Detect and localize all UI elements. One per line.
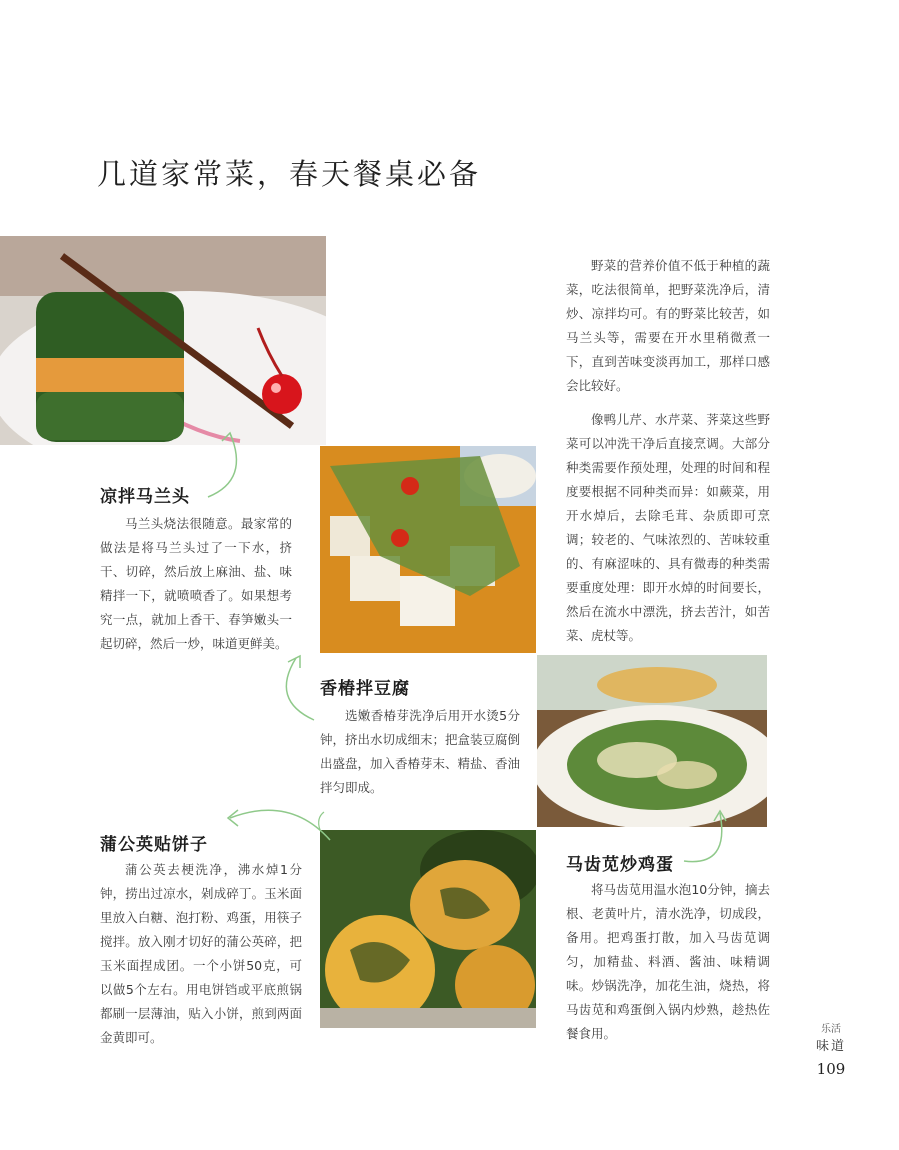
curved-arrow-icon <box>270 650 320 725</box>
dish-body-pugongying <box>100 858 302 1050</box>
dish-title-pugongying: 蒲公英贴饼子 <box>100 835 208 855</box>
photo-pugongying-pancake <box>320 830 536 1028</box>
intro-paragraph-1: 野菜的营养价值不低于种植的蔬菜，吃法很简单，把野菜洗净后，清炒、凉拌均可。有的野菜比较苦，如马兰头等，需要在开水里稍微煮一下，直到苦味变淡再加工，那样口感会比较好。 <box>566 258 770 393</box>
dish-body-text: 选嫩香椿芽洗净后用开水烫5分钟，挤出水切成细末；把盒装豆腐倒出盛盘，加入香椿芽末、精盐、香油拌匀即成。 <box>320 708 521 795</box>
dish-body-text: 将马齿苋用温水泡10分钟，摘去根、老黄叶片，清水洗净，切成段，备用。把鸡蛋打散，加入马齿苋调匀，加精盐、料酒、酱油、味精调味。炒锅洗净，加花生油，烧热，将马齿苋和鸡蛋倒入锅内炒熟，趁热佐餐食用。 <box>566 882 770 1041</box>
dish-body-text: 马兰头烧法很随意。最家常的做法是将马兰头过了一下水，挤干、切碎，然后放上麻油、盐、味精拌一下，就喷喷香了。如果想考究一点，就加上香干、春笋嫩头一起切碎，然后一炒，味道更鲜美。 <box>100 516 292 651</box>
photo-malantou <box>0 236 326 445</box>
page-title: 几道家常菜，春天餐桌必备 <box>97 157 482 191</box>
dish-title-xiangchun-tofu: 香椿拌豆腐 <box>320 679 410 699</box>
intro-text <box>566 254 770 648</box>
section-label: 味道 <box>815 1039 846 1054</box>
intro-paragraph-2: 像鸭儿芹、水芹菜、荠菜这些野菜可以冲洗干净后直接烹调。大部分种类需要作预处理，处理的时间和程度要根据不同种类而异：如蕨菜，用开水焯后，去除毛茸、杂质即可烹调；较老的、气味浓烈的、苦味较重的、有麻涩味的、具有微毒的种类需要重度处理：即开水焯的时间要长，然后在流水中漂洗，挤去苦汁，如苦菜、虎杖等。 <box>566 412 770 643</box>
section-label-small: 乐活 <box>821 1024 841 1035</box>
page-folio <box>811 1020 851 1078</box>
dish-body-text: 蒲公英去梗洗净，沸水焯1分钟，捞出过凉水，剁成碎丁。玉米面里放入白糖、泡打粉、鸡蛋，用筷子搅拌。放入刚才切好的蒲公英碎，把玉米面捏成团。一个小饼50克，可以做5个左右。用电饼铛或平底煎锅都刷一层薄油，贴入小饼，煎到两面金黄即可。 <box>100 862 302 1045</box>
dish-title-machixian: 马齿苋炒鸡蛋 <box>566 855 674 875</box>
photo-xiangchun-tofu <box>320 446 536 653</box>
photo-machixian-egg <box>537 655 767 827</box>
dish-body-machixian <box>566 878 770 1046</box>
dish-body-xiangchun-tofu <box>320 704 520 800</box>
page-number: 109 <box>816 1060 846 1078</box>
dish-body-malantou <box>100 512 292 656</box>
dish-title-malantou: 凉拌马兰头 <box>100 487 190 507</box>
